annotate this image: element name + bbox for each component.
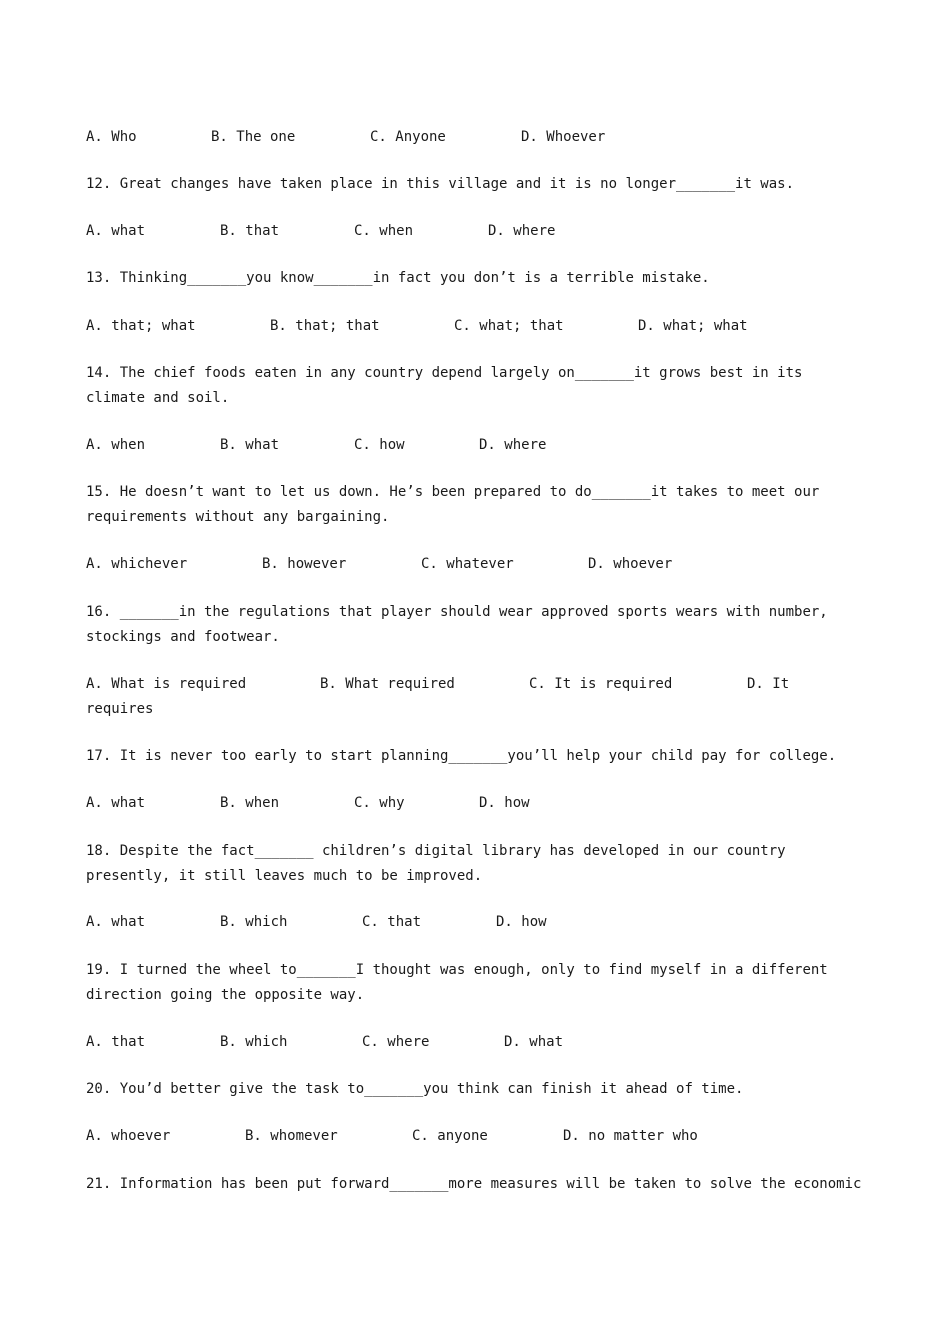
q11-option-b: B. The one <box>211 129 296 145</box>
q14-option-c: C. how <box>354 437 405 453</box>
q20-option-a: A. whoever <box>86 1128 171 1144</box>
q18-option-d: D. how <box>496 914 547 930</box>
q16-option-a: A. What is required <box>86 676 247 692</box>
q20-stem: 20. You’d better give the task to_______you think can finish it ahead of time. <box>86 1081 744 1097</box>
q15-option-b: B. however <box>262 556 347 572</box>
q20-options <box>86 1126 866 1146</box>
q20-option-b: B. whomever <box>245 1128 338 1144</box>
q14-stem-line-2: climate and soil. <box>86 390 230 406</box>
q16-option-d: D. It <box>747 676 790 692</box>
q18-option-a: A. what <box>86 914 146 930</box>
q18-stem-line-1: 18. Despite the fact_______ children’s digital library has developed in our country <box>86 843 786 859</box>
q15-stem-line-1: 15. He doesn’t want to let us down. He’s been prepared to do_______it takes to meet our <box>86 484 820 500</box>
q12-options <box>86 221 866 241</box>
q15-stem-line-2: requirements without any bargaining. <box>86 509 390 525</box>
q16-stem-line-1: 16. _______in the regulations that player should wear approved sports wears with number, <box>86 604 828 620</box>
q17-stem: 17. It is never too early to start planning_______you’ll help your child pay for college. <box>86 748 837 764</box>
q18-option-c: C. that <box>362 914 422 930</box>
q12-stem: 12. Great changes have taken place in this village and it is no longer_______it was. <box>86 176 795 192</box>
q20-option-d: D. no matter who <box>563 1128 698 1144</box>
q15-option-c: C. whatever <box>421 556 514 572</box>
q16-stem-line-2: stockings and footwear. <box>86 629 280 645</box>
q21-stem-line-1: 21. Information has been put forward_______more measures will be taken to solve the economic <box>86 1176 862 1192</box>
q16-options <box>86 674 866 694</box>
q14-option-a: A. when <box>86 437 146 453</box>
q17-option-c: C. why <box>354 795 405 811</box>
q13-option-b: B. that; that <box>270 318 380 334</box>
q19-options <box>86 1032 866 1052</box>
q12-option-b: B. that <box>220 223 280 239</box>
q16-option-b: B. What required <box>320 676 455 692</box>
q14-options <box>86 435 866 455</box>
q13-option-a: A. that; what <box>86 318 196 334</box>
q18-stem-line-2: presently, it still leaves much to be improved. <box>86 868 483 884</box>
q15-option-d: D. whoever <box>588 556 673 572</box>
q15-options <box>86 554 866 574</box>
q15-option-a: A. whichever <box>86 556 188 572</box>
q18-option-b: B. which <box>220 914 288 930</box>
q19-stem-line-2: direction going the opposite way. <box>86 987 365 1003</box>
q17-options <box>86 793 866 813</box>
q19-stem-line-1: 19. I turned the wheel to_______I thought was enough, only to find myself in a different <box>86 962 828 978</box>
q19-option-d: D. what <box>504 1034 564 1050</box>
q13-stem: 13. Thinking_______you know_______in fact you don’t is a terrible mistake. <box>86 270 710 286</box>
q12-option-d: D. where <box>488 223 556 239</box>
q11-option-d: D. Whoever <box>521 129 606 145</box>
q19-option-c: C. where <box>362 1034 430 1050</box>
q19-option-b: B. which <box>220 1034 288 1050</box>
q16-option-c: C. It is required <box>529 676 673 692</box>
q13-option-d: D. what; what <box>638 318 748 334</box>
q11-option-c: C. Anyone <box>370 129 446 145</box>
q19-option-a: A. that <box>86 1034 146 1050</box>
q14-stem-line-1: 14. The chief foods eaten in any country depend largely on_______it grows best in its <box>86 365 803 381</box>
q13-option-c: C. what; that <box>454 318 564 334</box>
q14-option-b: B. what <box>220 437 280 453</box>
q18-options <box>86 912 866 932</box>
q20-option-c: C. anyone <box>412 1128 488 1144</box>
q13-options <box>86 316 866 336</box>
q16-option-d-continued: requires <box>86 701 154 717</box>
q17-option-d: D. how <box>479 795 530 811</box>
q17-option-b: B. when <box>220 795 280 811</box>
q14-option-d: D. where <box>479 437 547 453</box>
q11-options <box>86 127 866 147</box>
q17-option-a: A. what <box>86 795 146 811</box>
q11-option-a: A. Who <box>86 129 137 145</box>
q12-option-c: C. when <box>354 223 414 239</box>
q12-option-a: A. what <box>86 223 146 239</box>
